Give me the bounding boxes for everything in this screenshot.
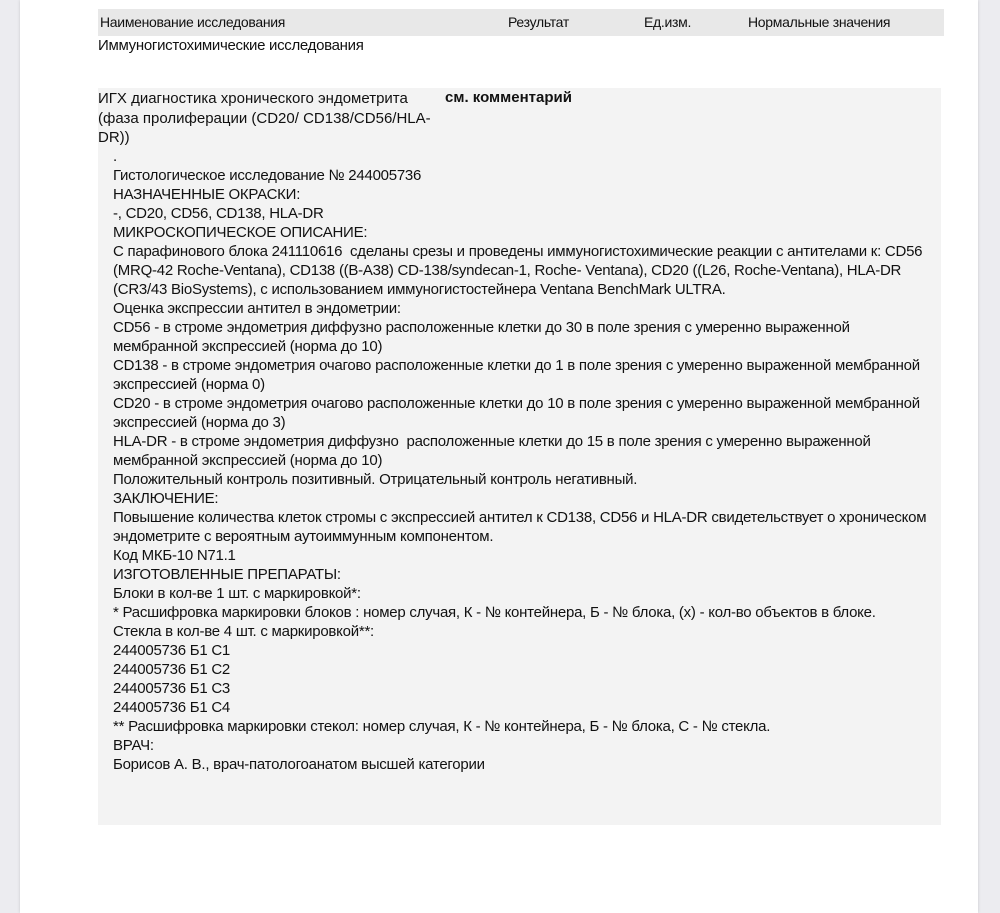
comment-line: Блоки в кол-ве 1 шт. с маркировкой*: [113,585,361,602]
header-normal-values: Нормальные значения [748,14,891,30]
comment-line: 244005736 Б1 С4 [113,699,231,716]
comment-line: CD138 - в строме эндометрия очагово расположенные клетки до 1 в поле зрения с умеренно выраженной мембранной экспрессией (норма 0) [113,357,924,393]
result-comment [113,147,938,774]
comment-line: CD56 - в строме эндометрия диффузно расположенные клетки до 30 в поле зрения с умеренно выраженной мембранной экспрессией (норма до 10) [113,319,854,355]
comment-line: Гистологическое исследование № 244005736 [113,167,422,184]
comment-line: 244005736 Б1 С1 [113,642,231,659]
comment-line: 244005736 Б1 С2 [113,661,231,678]
comment-line: Стекла в кол-ве 4 шт. с маркировкой**: [113,623,374,640]
section-title: Иммуногистохимические исследования [98,37,364,54]
comment-line: Оценка экспрессии антител в эндометрии: [113,300,401,317]
comment-line: С парафинового блока 241110616 сделаны срезы и проведены иммуногистохимические реакции с антителами к: CD56 (MRQ-42 Roche-Ventana), CD138 ((B-A38) CD-138/syndecan-1, Roche- Ventana), CD20 ((L26, Roche-Ventana), HLA-DR (CR3/43 BioSystems), с использованием иммуногистостейнера Ventana BenchMark ULTRA. [113,243,927,298]
comment-line: МИКРОСКОПИЧЕСКОЕ ОПИСАНИЕ: [113,224,368,241]
comment-line: -, CD20, CD56, CD138, HLA-DR [113,205,324,222]
comment-line: Положительный контроль позитивный. Отрицательный контроль негативный. [113,471,638,488]
comment-line: HLA-DR - в строме эндометрия диффузно расположенные клетки до 15 в поле зрения с умеренно выраженной мембранной экспрессией (норма до 10) [113,433,875,469]
test-result-value: см. комментарий [445,89,572,106]
comment-line: Код МКБ-10 N71.1 [113,547,236,564]
comment-line: Борисов А. В., врач-патологоанатом высшей категории [113,756,485,773]
comment-line: ИЗГОТОВЛЕННЫЕ ПРЕПАРАТЫ: [113,566,341,583]
comment-line: НАЗНАЧЕННЫЕ ОКРАСКИ: [113,186,301,203]
test-result-row [98,88,941,825]
comment-line: Повышение количества клеток стромы с экспрессией антител к CD138, CD56 и HLA-DR свидетельствует о хроническом эндометрите с вероятным аутоиммунным компонентом. [113,509,931,545]
comment-line: CD20 - в строме эндометрия очагово расположенные клетки до 10 в поле зрения с умеренно выраженной мембранной экспрессией (норма до 3) [113,395,924,431]
table-header [98,9,944,36]
comment-line: ВРАЧ: [113,737,154,754]
header-test-name: Наименование исследования [100,14,286,30]
comment-line: * Расшифровка маркировки блоков : номер случая, К - № контейнера, Б - № блока, (х) - кол-во объектов в блоке. [113,604,876,621]
comment-line: . [113,148,117,165]
comment-line: ** Расшифровка маркировки стекол: номер случая, К - № контейнера, Б - № блока, С - № стекла. [113,718,771,735]
report-page [20,0,978,913]
comment-line: 244005736 Б1 С3 [113,680,231,697]
test-name: ИГХ диагностика хронического эндометрита (фаза пролиферации (CD20/ CD138/CD56/HLA-DR)) [98,90,431,146]
comment-line: ЗАКЛЮЧЕНИЕ: [113,490,219,507]
header-result: Результат [508,14,569,30]
header-unit: Ед.изм. [644,14,692,30]
